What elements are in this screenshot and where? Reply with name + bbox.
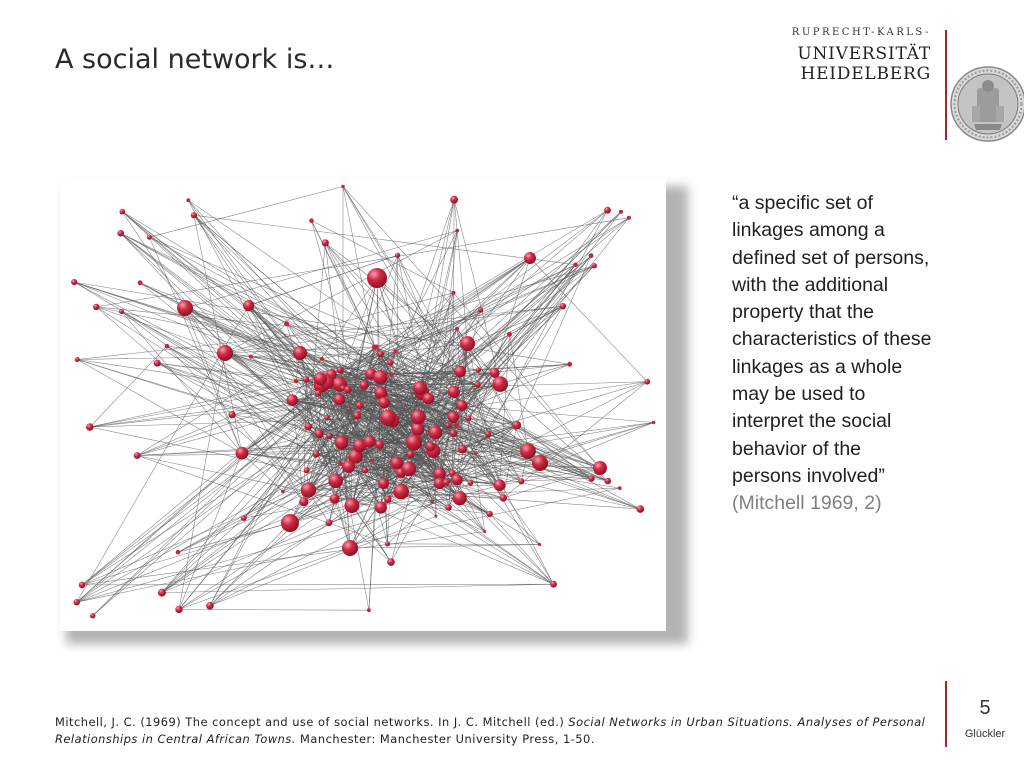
network-node — [460, 336, 475, 351]
network-edge — [90, 380, 306, 427]
network-node — [353, 412, 361, 420]
network-node — [448, 386, 460, 398]
network-node — [538, 543, 541, 546]
network-node — [450, 430, 458, 438]
network-node — [512, 421, 521, 430]
network-node — [176, 550, 181, 555]
network-node — [356, 402, 363, 409]
network-node — [344, 386, 352, 394]
network-node — [158, 589, 166, 597]
network-node — [423, 393, 434, 404]
network-node — [567, 362, 572, 367]
network-node — [305, 423, 312, 430]
reference-part1: Mitchell, J. C. (1969) The concept and use of social networks. In J. C. Mitchell (ed.) — [55, 715, 569, 729]
network-node — [448, 411, 460, 423]
network-node — [315, 429, 324, 438]
network-node — [454, 366, 466, 378]
network-node — [93, 304, 99, 310]
network-node — [79, 582, 86, 589]
network-node — [364, 436, 376, 448]
reference-italic-title: Social Networks in Urban Situations. Analyses of Personal Relationships in Central African Towns. — [55, 715, 926, 746]
university-seal-icon — [950, 66, 1024, 142]
network-node — [458, 445, 467, 454]
network-node — [378, 351, 384, 357]
network-node — [367, 608, 371, 612]
network-node — [309, 218, 314, 223]
network-edge — [179, 453, 242, 609]
network-node — [507, 332, 512, 337]
network-node — [637, 505, 645, 513]
network-node — [334, 394, 345, 405]
network-node — [335, 436, 349, 450]
network-node — [445, 504, 451, 510]
network-node — [322, 239, 329, 246]
network-node — [589, 253, 594, 258]
network-edge — [388, 501, 433, 543]
network-node — [592, 263, 597, 268]
network-node — [375, 440, 384, 449]
network-node — [494, 479, 506, 491]
logo-divider — [945, 30, 947, 140]
social-network-graph-image — [60, 178, 666, 631]
network-node — [627, 216, 631, 220]
network-node — [304, 467, 310, 473]
network-node — [593, 461, 607, 475]
network-node — [315, 390, 322, 397]
network-node — [573, 263, 577, 267]
network-node — [431, 500, 435, 504]
network-node — [413, 381, 427, 395]
network-node — [119, 309, 124, 314]
network-node — [475, 382, 481, 388]
network-node — [281, 514, 299, 532]
network-node — [341, 185, 345, 189]
network-node — [468, 480, 474, 486]
network-node — [120, 209, 126, 215]
network-node — [390, 457, 403, 470]
network-node — [455, 423, 460, 428]
network-node — [324, 415, 329, 420]
definition-quote — [732, 190, 932, 518]
network-node — [337, 367, 344, 374]
network-node — [328, 473, 343, 488]
network-node — [228, 411, 235, 418]
network-node — [518, 478, 524, 484]
network-node — [217, 345, 233, 361]
network-node — [243, 300, 254, 311]
network-node — [385, 541, 390, 546]
network-node — [281, 490, 284, 493]
network-node — [177, 300, 193, 316]
network-node — [359, 380, 368, 389]
network-node — [294, 379, 298, 383]
network-edge — [350, 545, 540, 549]
network-node — [378, 478, 389, 489]
network-edge — [503, 382, 647, 498]
network-node — [524, 252, 536, 264]
network-node — [375, 501, 387, 513]
network-node — [474, 452, 477, 455]
logo-line-heidelberg: HEIDELBERG — [800, 64, 931, 84]
network-edge — [162, 584, 554, 592]
network-edge — [77, 360, 242, 454]
network-node — [313, 451, 320, 458]
network-node — [71, 279, 77, 285]
network-node — [520, 443, 536, 459]
logo-line-universitaet: UNIVERSITÄT — [797, 44, 931, 64]
network-node — [74, 599, 80, 605]
network-node — [249, 355, 253, 359]
network-edge — [469, 218, 629, 419]
network-node — [303, 376, 310, 383]
network-node — [429, 426, 443, 440]
network-node — [90, 613, 95, 618]
network-node — [411, 410, 426, 425]
network-node — [370, 459, 374, 463]
network-node — [284, 321, 289, 326]
network-node — [619, 210, 623, 214]
quote-citation: (Mitchell 1969, 2) — [732, 492, 882, 515]
network-node — [588, 475, 594, 481]
network-node — [138, 280, 143, 285]
network-edge — [121, 233, 392, 374]
network-node — [401, 462, 416, 477]
network-node — [387, 558, 395, 566]
network-edge — [210, 523, 290, 606]
network-edge — [162, 464, 341, 593]
network-node — [330, 494, 340, 504]
network-edge — [510, 334, 529, 451]
network-node — [426, 442, 436, 452]
network-node — [652, 421, 656, 425]
network-edge — [77, 446, 360, 603]
network-node — [455, 229, 459, 233]
network-node — [560, 303, 566, 309]
network-node — [236, 447, 249, 460]
network-node — [326, 433, 332, 439]
network-node — [450, 196, 458, 204]
network-edge — [454, 200, 500, 384]
network-node — [349, 406, 352, 409]
network-node — [287, 394, 299, 406]
network-node — [314, 372, 327, 385]
network-node — [387, 360, 393, 366]
network-node — [443, 479, 450, 486]
network-node — [206, 602, 214, 610]
network-node — [550, 581, 557, 588]
reference-footnote — [55, 714, 935, 748]
network-edge — [82, 374, 371, 585]
network-edge — [185, 308, 360, 405]
network-node — [455, 327, 459, 331]
network-graph-icon — [60, 178, 666, 631]
page-title: A social network is… — [55, 44, 335, 75]
network-edge — [327, 258, 530, 382]
network-node — [445, 423, 450, 428]
network-node — [451, 291, 455, 295]
network-node — [380, 410, 396, 426]
network-edge — [194, 215, 576, 265]
network-node — [604, 478, 611, 485]
reference-part2: Manchester: Manchester University Press, 1-50. — [295, 732, 595, 746]
network-node — [342, 460, 355, 473]
network-node — [451, 474, 462, 485]
network-node — [483, 530, 486, 533]
page-number: 5 — [979, 697, 991, 719]
network-node — [299, 497, 308, 506]
network-node — [326, 519, 333, 526]
network-node — [378, 397, 389, 408]
network-edge — [210, 399, 424, 606]
network-node — [394, 349, 398, 353]
network-node — [344, 498, 359, 513]
network-node — [367, 268, 387, 288]
network-node — [342, 540, 358, 556]
network-node — [500, 494, 507, 501]
network-node — [532, 455, 548, 471]
network-node — [362, 467, 368, 473]
network-node — [175, 606, 182, 613]
network-node — [490, 368, 500, 378]
network-node — [384, 496, 391, 503]
network-node — [154, 360, 161, 367]
network-node — [241, 515, 247, 521]
network-node — [466, 416, 472, 422]
network-node — [478, 307, 483, 312]
network-node — [393, 484, 409, 500]
network-node — [389, 372, 394, 377]
network-edge — [433, 212, 621, 451]
network-node — [435, 515, 438, 518]
network-node — [301, 482, 316, 497]
network-node — [293, 346, 307, 360]
quote-text: “a specific set of linkages among a defined set of persons, with the additional property that the characteristics of these linkages as a whole may be used to interpret the social behavior of the persons involved” — [732, 192, 932, 487]
network-node — [338, 462, 343, 467]
network-node — [604, 207, 611, 214]
network-node — [186, 198, 190, 202]
network-node — [476, 367, 481, 372]
network-edge — [179, 609, 369, 610]
network-node — [453, 491, 467, 505]
network-node — [147, 235, 152, 240]
network-node — [406, 434, 422, 450]
network-node — [492, 376, 508, 392]
network-node — [618, 486, 622, 490]
network-node — [644, 379, 650, 385]
network-node — [191, 212, 197, 218]
university-logo — [791, 22, 1022, 144]
network-node — [117, 230, 124, 237]
network-node — [374, 345, 379, 350]
network-edge — [82, 584, 554, 585]
footer-divider — [945, 681, 947, 747]
network-node — [456, 400, 467, 411]
network-node — [75, 357, 80, 362]
logo-line-ruprecht-karls: RUPRECHT-KARLS- — [791, 27, 931, 38]
network-node — [395, 253, 400, 258]
network-node — [320, 357, 324, 361]
network-edge — [454, 200, 457, 231]
author-name: Glückler — [964, 728, 1006, 740]
network-node — [134, 452, 141, 459]
network-node — [486, 511, 492, 517]
network-node — [86, 423, 94, 431]
network-node — [373, 370, 387, 384]
network-node — [485, 431, 491, 437]
network-node — [165, 344, 170, 349]
network-node — [407, 451, 415, 459]
